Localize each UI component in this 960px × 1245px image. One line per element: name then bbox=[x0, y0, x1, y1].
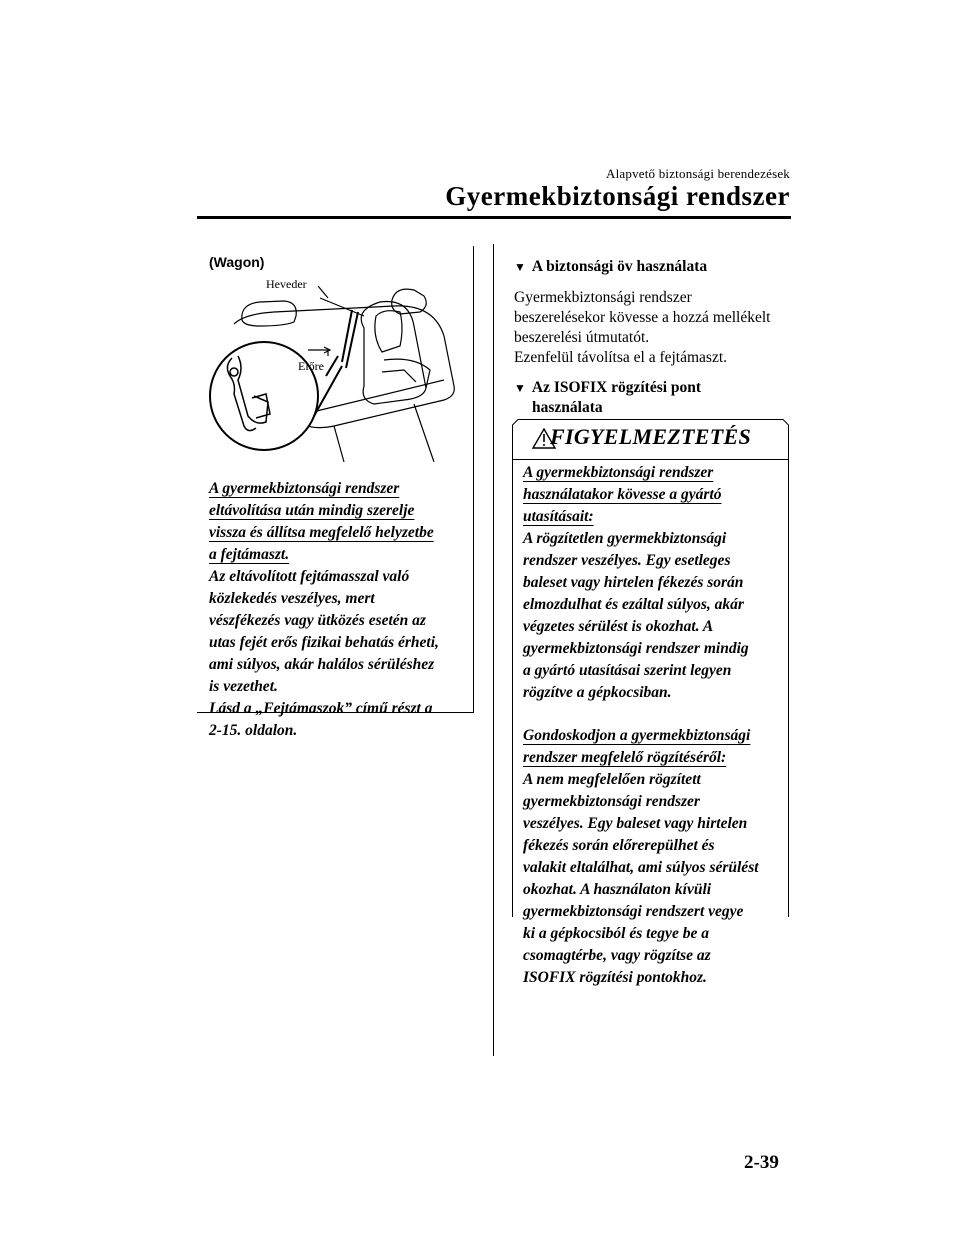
section-heading-text: Az ISOFIX rögzítési pont bbox=[531, 379, 702, 396]
body-line: beszerelésekor kövesse a hozzá mellékelt bbox=[514, 309, 771, 326]
warning-line: rendszer veszélyes. Egy esetleges bbox=[523, 552, 731, 569]
column-divider bbox=[493, 244, 494, 1056]
forward-label: Előre bbox=[298, 359, 324, 373]
warning-line: ki a gépkocsiból és tegye be a bbox=[523, 925, 709, 942]
warning-line: A nem megfelelően rögzített bbox=[523, 771, 701, 788]
warning-line: eltávolítása után mindig szerelje bbox=[209, 502, 415, 519]
warning-line: rendszer megfelelő rögzítéséről: bbox=[523, 749, 727, 766]
warning-line: fékezés során előrerepülhet és bbox=[523, 837, 715, 854]
warning-line: rögzítve a gépkocsiban. bbox=[523, 684, 672, 701]
section-heading-text: A biztonsági öv használata bbox=[531, 258, 708, 275]
body-line: Gyermekbiztonsági rendszer bbox=[514, 289, 692, 306]
warning-line: végzetes sérülést is okozhat. A bbox=[523, 618, 714, 635]
section-heading-isofix bbox=[514, 378, 774, 418]
warning-line: vészfékezés vagy ütközés esetén az bbox=[209, 612, 426, 629]
warning-line: gyermekbiztonsági rendszer mindig bbox=[523, 640, 749, 657]
warning-box-right-border bbox=[788, 459, 789, 917]
warning-line: használatakor kövesse a gyártó bbox=[523, 486, 722, 503]
warning-line: is vezethet. bbox=[209, 678, 278, 695]
warning-line: A rögzítetlen gyermekbiztonsági bbox=[523, 530, 727, 547]
warning-line: okozhat. A használaton kívüli bbox=[523, 881, 712, 898]
triangle-marker-icon: ▼ bbox=[514, 260, 526, 274]
warning-line: 2-15. oldalon. bbox=[209, 722, 298, 739]
warning-line: Gondoskodjon a gyermekbiztonsági bbox=[523, 727, 751, 744]
section-label: Alapvető biztonsági berendezések bbox=[606, 166, 790, 181]
warning-line: Az eltávolított fejtámasszal való bbox=[209, 568, 410, 585]
warning-line: A gyermekbiztonsági rendszer bbox=[209, 480, 400, 497]
body-line: beszerelési útmutatót. bbox=[514, 329, 650, 346]
strap-label: Heveder bbox=[266, 277, 307, 291]
warning-title: FIGYELMEZTETÉS bbox=[549, 424, 751, 449]
warning-line: utas fejét erős fizikai behatás érheti, bbox=[209, 634, 439, 651]
wagon-label: (Wagon) bbox=[209, 254, 265, 270]
warning-line: A gyermekbiztonsági rendszer bbox=[523, 464, 714, 481]
warning-line: utasításait: bbox=[523, 508, 594, 525]
warning-line: a fejtámaszt. bbox=[209, 546, 290, 563]
child-seat-illustration bbox=[204, 276, 466, 462]
section-body-seatbelt bbox=[514, 288, 794, 368]
warning-line: ISOFIX rögzítési pontokhoz. bbox=[523, 969, 707, 986]
page-number: 2-39 bbox=[744, 1152, 779, 1173]
warning-line: Lásd a „Fejtámaszok” című részt a bbox=[209, 700, 433, 717]
warning-line: gyermekbiztonsági rendszert vegye bbox=[523, 903, 744, 920]
warning-line: veszélyes. Egy baleset vagy hirtelen bbox=[523, 815, 748, 832]
warning-line: a gyártó utasításai szerint legyen bbox=[523, 662, 732, 679]
section-heading-seatbelt bbox=[514, 257, 707, 277]
warning-line: csomagtérbe, vagy rögzítse az bbox=[523, 947, 711, 964]
warning-line: valakit eltalálhat, ami súlyos sérülést bbox=[523, 859, 759, 876]
warning-body bbox=[523, 462, 785, 989]
triangle-marker-icon: ▼ bbox=[514, 381, 526, 395]
warning-line: baleset vagy hirtelen fékezés során bbox=[523, 574, 744, 591]
section-heading-text: használata bbox=[532, 399, 603, 416]
page-title: Gyermekbiztonsági rendszer bbox=[445, 181, 790, 211]
warning-line: gyermekbiztonsági rendszer bbox=[523, 793, 700, 810]
left-warning-text bbox=[209, 478, 471, 742]
warning-line: közlekedés veszélyes, mert bbox=[209, 590, 375, 607]
warning-line: ami súlyos, akár halálos sérüléshez bbox=[209, 656, 435, 673]
header-rule bbox=[197, 216, 791, 219]
body-line: Ezenfelül távolítsa el a fejtámaszt. bbox=[514, 349, 728, 366]
warning-line: elmozdulhat és ezáltal súlyos, akár bbox=[523, 596, 744, 613]
warning-line: vissza és állítsa megfelelő helyzetbe bbox=[209, 524, 434, 541]
warning-box-left-border bbox=[512, 459, 513, 917]
